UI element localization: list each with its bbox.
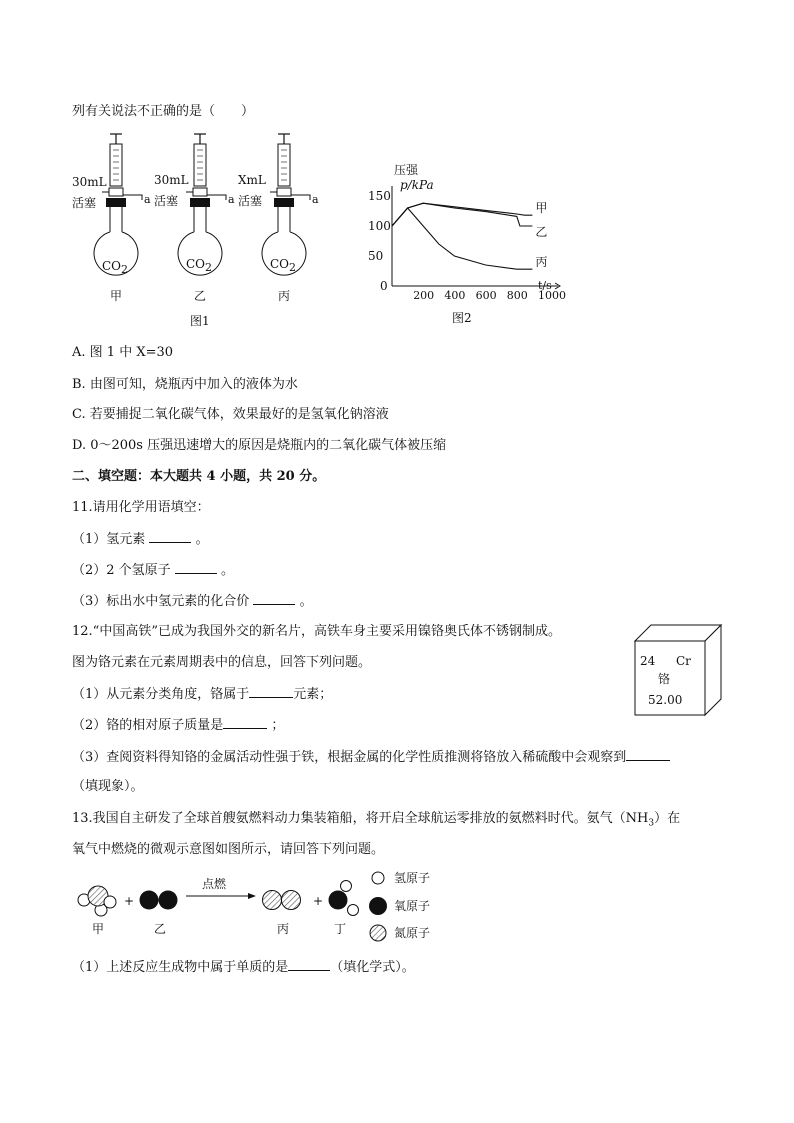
chart-x-tick-label: 400 — [444, 289, 466, 302]
svg-text:CO2: CO2 — [102, 259, 129, 276]
answer-blank[interactable] — [175, 561, 217, 574]
section-2-rest: 本大题共 4 小题，共 20 分。 — [150, 469, 326, 484]
q12-item-2: （2）铬的相对原子质量是 ； — [72, 718, 285, 733]
q12-stem-2: 图为铬元素在元素周期表中的信息，回答下列问题。 — [72, 655, 372, 670]
svg-text:乙: 乙 — [194, 289, 207, 303]
q11-item-1: （1）氢元素 。 — [72, 532, 209, 547]
chart-y-tick-label: 50 — [368, 249, 384, 263]
reaction-diagram — [70, 866, 470, 942]
chart-xlabel: t/s — [538, 279, 552, 292]
q12-item-3-cont: （填现象）。 — [72, 779, 144, 794]
chart-series-label: 丙 — [535, 255, 548, 270]
svg-text:丙: 丙 — [277, 922, 290, 936]
svg-text:+: + — [313, 894, 324, 908]
q12-item-1: （1）从元素分类角度，铬属于 元素； — [72, 687, 333, 702]
q13-stem-2: 氧气中燃烧的微观示意图如图所示，请回答下列问题。 — [72, 842, 385, 857]
chart-y-tick-label: 0 — [380, 279, 388, 293]
chart-y-tick-label: 100 — [368, 219, 391, 233]
svg-text:CO2: CO2 — [270, 257, 297, 274]
figure-2-caption: 图2 — [452, 311, 472, 325]
molecule-bing — [263, 891, 301, 910]
chart-series-label: 甲 — [535, 201, 548, 216]
chart-x-tick-label: 600 — [475, 289, 497, 302]
answer-blank[interactable] — [249, 685, 293, 698]
element-card-cr — [634, 624, 726, 718]
svg-text:CO2: CO2 — [186, 257, 213, 274]
apparatus-yi — [154, 134, 235, 303]
molecule-jia — [78, 886, 116, 916]
answer-blank[interactable] — [223, 716, 267, 729]
element-mass: 52.00 — [648, 693, 683, 707]
svg-text:丙: 丙 — [278, 289, 291, 303]
question-intro: 列有关说法不正确的是（ ） — [72, 104, 255, 119]
q11-item-3: （3）标出水中氢元素的化合价 。 — [72, 594, 313, 609]
figure-1 — [68, 132, 328, 332]
chart-x-tick-label: 800 — [506, 289, 528, 302]
figure-2-chart — [360, 158, 570, 328]
chart-series-line-2 — [392, 208, 532, 269]
svg-text:乙: 乙 — [154, 922, 167, 936]
figure-1-caption: 图1 — [190, 314, 210, 328]
svg-text:活塞: 活塞 — [238, 194, 263, 208]
section-2-prefix: 二、填空题： — [72, 469, 151, 484]
svg-text:XmL: XmL — [238, 173, 266, 187]
q13-stem-1: 13.我国自主研发了全球首艘氨燃料动力集装箱船，将开启全球航运零排放的氨燃料时代。氨气$(NH_3)$在 — [72, 811, 681, 829]
svg-text:+: + — [124, 894, 135, 908]
chart-y-tick-label: 150 — [368, 189, 391, 203]
q11-stem: 11.请用化学用语填空： — [72, 500, 210, 515]
svg-text:甲: 甲 — [110, 289, 123, 303]
svg-text:氮原子: 氮原子 — [394, 926, 431, 940]
chart-x-tick-label: 1000 — [538, 289, 566, 302]
q12-stem-1: 12.“中国高铁”已成为我国外交的新名片，高铁车身主要采用镍铬奥氏体不锈钢制成。 — [72, 624, 561, 639]
option-c: C. 若要捕捉二氧化碳气体，效果最好的是氢氧化钠溶液 — [72, 407, 389, 422]
answer-blank[interactable] — [149, 530, 191, 543]
option-d: D. 0～200s 压强迅速增大的原因是烧瓶内的二氧化碳气体被压缩 — [72, 438, 447, 453]
apparatus-jia — [72, 134, 151, 303]
svg-text:丁: 丁 — [334, 922, 347, 936]
svg-text:活塞: 活塞 — [72, 196, 97, 210]
svg-text:30mL: 30mL — [72, 175, 107, 189]
element-name: 铬 — [658, 672, 671, 686]
svg-text:a: a — [144, 193, 151, 206]
chart-x-tick-label: 200 — [413, 289, 435, 302]
element-symbol: Cr — [676, 654, 691, 668]
answer-blank[interactable] — [288, 958, 330, 971]
svg-text:氧原子: 氧原子 — [394, 899, 431, 913]
svg-text:氢原子: 氢原子 — [394, 871, 431, 885]
chart-series-label: 乙 — [535, 225, 548, 239]
section-2-heading — [72, 468, 325, 486]
element-number: 24 — [640, 654, 656, 668]
molecule-ding — [329, 881, 359, 916]
svg-text:a: a — [312, 193, 319, 206]
svg-text:甲: 甲 — [92, 922, 105, 936]
svg-text:30mL: 30mL — [154, 173, 189, 187]
molecule-yi — [140, 891, 178, 910]
chart-ylabel-top: 压强 — [394, 163, 419, 177]
chart-ylabel-unit: p/kPa — [400, 178, 434, 192]
atom-legend — [369, 871, 430, 941]
q11-item-2: （2）2 个氢原子 。 — [72, 563, 234, 578]
option-b: B. 由图可知，烧瓶丙中加入的液体为水 — [72, 377, 298, 392]
answer-blank[interactable] — [626, 748, 670, 761]
svg-text:a: a — [228, 193, 235, 206]
q12-item-3: （3）查阅资料得知铬的金属活动性强于铁，根据金属的化学性质推测将铬放入稀硫酸中会观察到 — [72, 748, 670, 767]
answer-blank[interactable] — [253, 592, 295, 605]
reaction-condition: 点燃 — [202, 877, 227, 891]
option-a: A. 图 1 中 X=30 — [72, 345, 174, 360]
apparatus-bing — [238, 134, 319, 303]
q13-item-1: （1）上述反应生成物中属于单质的是 （填化学式）。 — [72, 960, 415, 975]
svg-text:活塞: 活塞 — [154, 194, 179, 208]
